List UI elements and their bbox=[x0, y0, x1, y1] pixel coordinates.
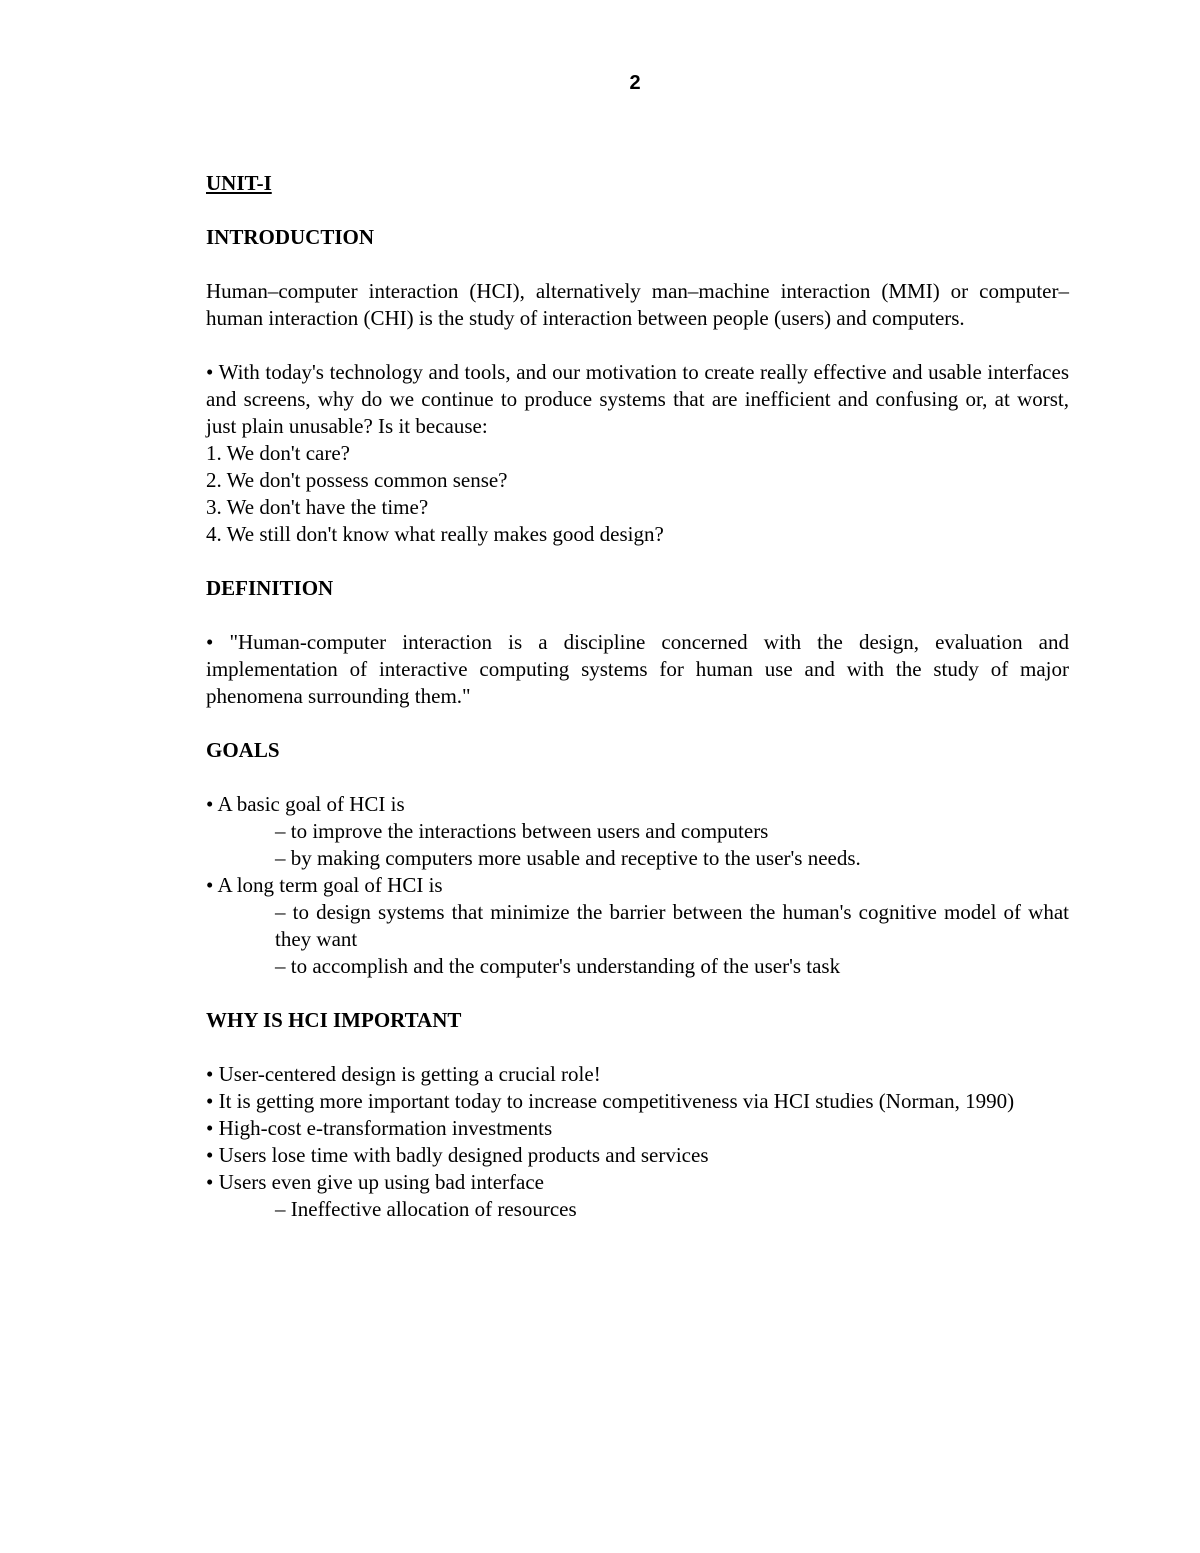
introduction-bullet: • With today's technology and tools, and our motivation to create really effective and usable interfaces and screens, why do we continue to produce systems that are inefficient and confusing or, at worst, just plain unusable? Is it because: bbox=[206, 360, 1069, 438]
importance-heading: WHY IS HCI IMPORTANT bbox=[206, 1008, 462, 1032]
introduction-paragraph: Human–computer interaction (HCI), alternatively man–machine interaction (MMI) or computer–human interaction (CHI) is the study of interaction between people (users) and computers. bbox=[206, 279, 1069, 330]
document-body bbox=[206, 170, 1069, 1223]
basic-goal-subitem: – to improve the interactions between users and computers bbox=[275, 819, 769, 843]
reason-item: 4. We still don't know what really makes good design? bbox=[206, 522, 664, 546]
importance-bullet: • User-centered design is getting a crucial role! bbox=[206, 1062, 601, 1086]
introduction-heading: INTRODUCTION bbox=[206, 225, 375, 249]
reason-item: 3. We don't have the time? bbox=[206, 495, 429, 519]
reason-item: 1. We don't care? bbox=[206, 441, 350, 465]
unit-title: UNIT-I bbox=[206, 171, 272, 195]
goals-heading: GOALS bbox=[206, 738, 280, 762]
importance-subitem: – Ineffective allocation of resources bbox=[275, 1197, 577, 1221]
importance-bullet: • It is getting more important today to increase competitiveness via HCI studies (Norman, 1990) bbox=[206, 1089, 1015, 1113]
long-term-goal: • A long term goal of HCI is bbox=[206, 873, 443, 897]
importance-bullet: • High-cost e-transformation investments bbox=[206, 1116, 553, 1140]
definition-heading: DEFINITION bbox=[206, 576, 334, 600]
definition-bullet: • "Human-computer interaction is a discipline concerned with the design, evaluation and implementation of interactive computing systems for human use and with the study of major phenomena surrounding them." bbox=[206, 630, 1069, 708]
importance-bullet: • Users even give up using bad interface bbox=[206, 1170, 544, 1194]
reason-item: 2. We don't possess common sense? bbox=[206, 468, 508, 492]
basic-goal-subitem: – by making computers more usable and receptive to the user's needs. bbox=[275, 846, 861, 870]
long-term-goal-subitem: – to accomplish and the computer's understanding of the user's task bbox=[275, 954, 841, 978]
page-number: 2 bbox=[629, 72, 641, 94]
basic-goal: • A basic goal of HCI is bbox=[206, 792, 405, 816]
importance-bullet: • Users lose time with badly designed products and services bbox=[206, 1143, 709, 1167]
long-term-goal-subitem: – to design systems that minimize the barrier between the human's cognitive model of what they want bbox=[275, 900, 1069, 951]
